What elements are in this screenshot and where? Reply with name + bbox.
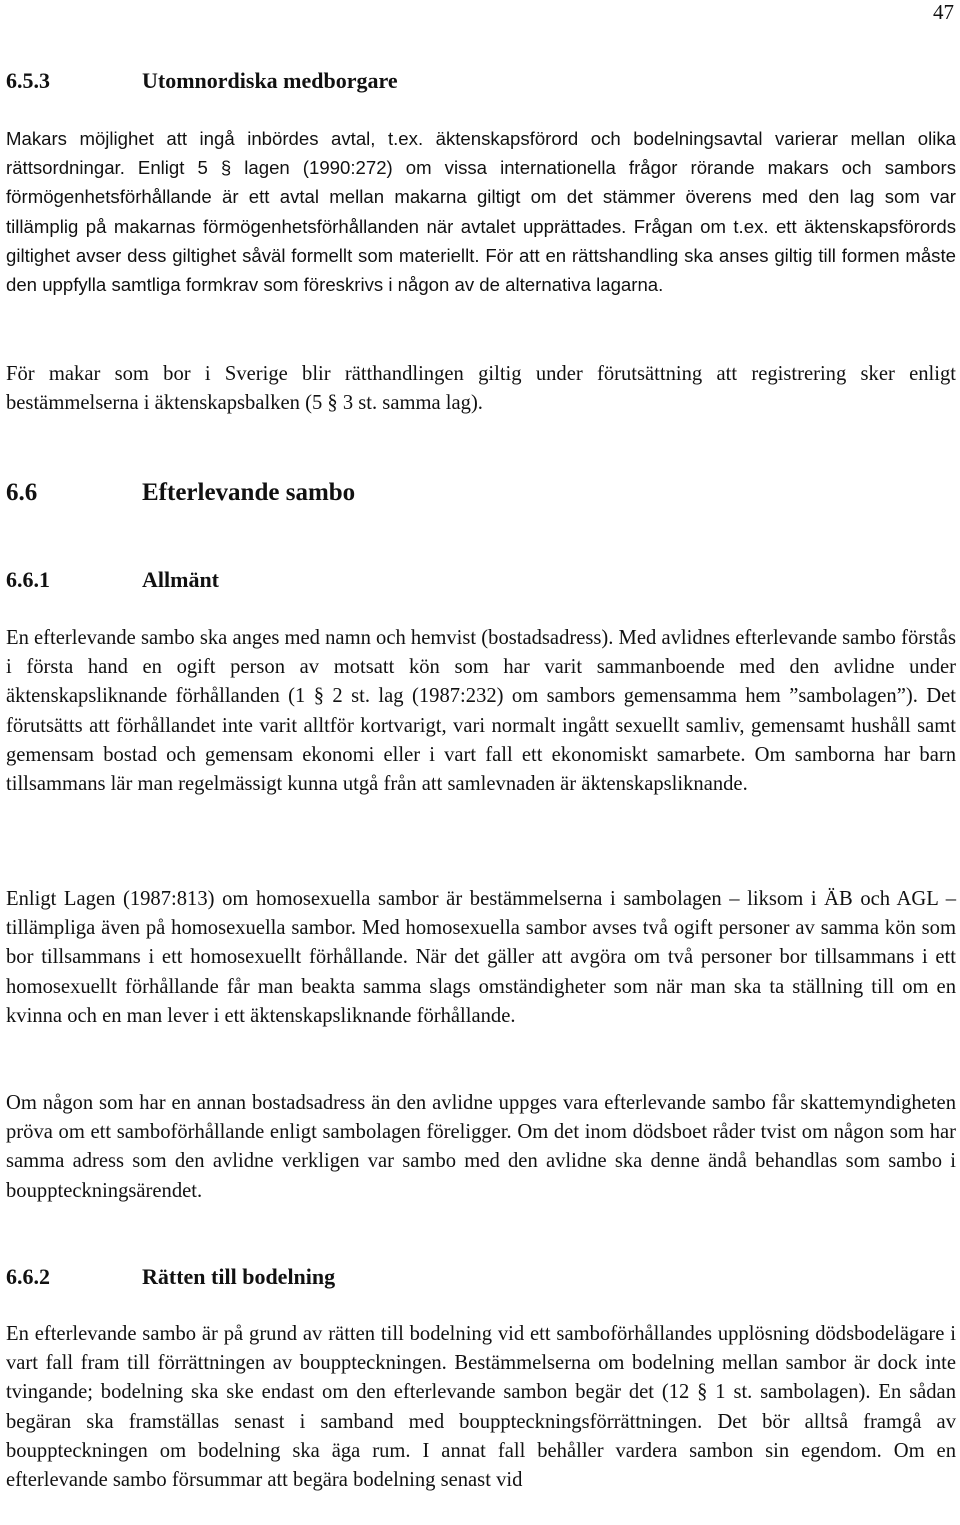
paragraph-makars-avtal: Makars möjlighet att ingå inbördes avtal, t.ex. äktenskapsförord och bodelningsavtal varierar mellan olika rättsordningar. Enligt 5 § lagen (1990:272) om vissa internationella frågor rörande makars och sambors förmögenhetsförhållande är ett avtal mellan makarna giltigt om det stämmer överens med den lag som var tillämplig på makarnas förmögenhetsförhållanden när avtalet upprättades. Frågan om t.ex. ett äktenskapsförords giltighet avser dess giltighet såväl formellt som materiellt. För att en rättshandling ska anses giltig till formen måste den uppfylla samtliga formkrav som föreskrivs i någon av de alternativa lagarna. [6, 128, 956, 296]
section-number: 6.5.3 [6, 68, 50, 93]
section-heading-6-6-2 [6, 1264, 335, 1290]
section-title: Efterlevande sambo [142, 479, 356, 506]
section-title: Rätten till bodelning [142, 1264, 336, 1289]
paragraph-annan-bostadsadress: Om någon som har en annan bostadsadress än den avlidne uppges vara efterlevande sambo får skattemyndigheten pröva om ett samboförhållande enligt sambolagen föreligger. Om det inom dödsboet råder tvist om någon som har samma adress som den avlidne verkligen var sambo med den avlidne ska denne ändå behandlas som sambo i bouppteckningsärendet. [6, 1092, 956, 1202]
section-title: Allmänt [142, 567, 219, 592]
page-number: 47 [933, 0, 954, 24]
section-heading-6-6-1 [6, 567, 219, 593]
paragraph-efterlevande-sambo: En efterlevande sambo ska anges med namn och hemvist (bostadsadress). Med avlidnes efterlevande sambo förstås i första hand en ogift person av motsatt kön som har varit sammanboende med den avlidne under äktenskapsliknande förhållanden (1 § 2 st. lag (1987:232) om sambors gemensamma hem ”sambolagen”). Det förutsätts att förhållandet inte varit alltför kortvarigt, vari normalt ingått sexuellt samliv, gemensamt hushåll samt gemensam bostad och gemensam ekonomi eller i vart fall ett ekonomiskt samarbete. Om samborna har barn tillsammans lär man regelmässigt kunna utgå från att samlevnaden är äktenskapsliknande. [6, 627, 956, 796]
paragraph-ratten-till-bodelning: En efterlevande sambo är på grund av rätten till bodelning vid ett samboförhållandes upplösning dödsbodelägare i vart fall fram till förrättningen av bouppteckningen. Bestämmelserna om bodelning mellan sambor är dock inte tvingande; bodelning ska ske endast om den efterlevande sambon begär det (12 § 1 st. sambolagen). En sådan begäran ska framställas senast i samband med bouppteckningsförrättningen. Det bör alltså framgå av bouppteckningen om bodelning ska äga rum. I annat fall behåller vardera sambon sin egendom. Om en efterlevande sambo försummar att begära bodelning senast vid [6, 1323, 956, 1492]
paragraph-makar-sverige: För makar som bor i Sverige blir rätthandlingen giltig under förutsättning att registrering sker enligt bestämmelserna i äktenskapsbalken (5 § 3 st. samma lag). [6, 363, 956, 415]
section-number: 6.6 [6, 479, 38, 506]
paragraph-homosexuella-sambor: Enligt Lagen (1987:813) om homosexuella sambor är bestämmelserna i sambolagen – liksom i ÄB och AGL – tillämpliga även på homosexuella sambor. Med homosexuella sambor avses två ogift personer av samma kön som bor tillsammans i ett homosexuellt förhållande. När det gäller att avgöra om två personer bor tillsammans i ett homosexuellt förhållande får man beakta samma slags omständigheter som när man ska ta ställning till om en kvinna och en man lever i ett äktenskapsliknande förhållande. [6, 888, 956, 1027]
section-number: 6.6.2 [6, 1264, 50, 1289]
section-number: 6.6.1 [6, 567, 50, 592]
section-heading-6-5-3 [6, 68, 398, 94]
section-heading-6-6 [6, 478, 355, 508]
section-title: Utomnordiska medborgare [142, 68, 398, 93]
